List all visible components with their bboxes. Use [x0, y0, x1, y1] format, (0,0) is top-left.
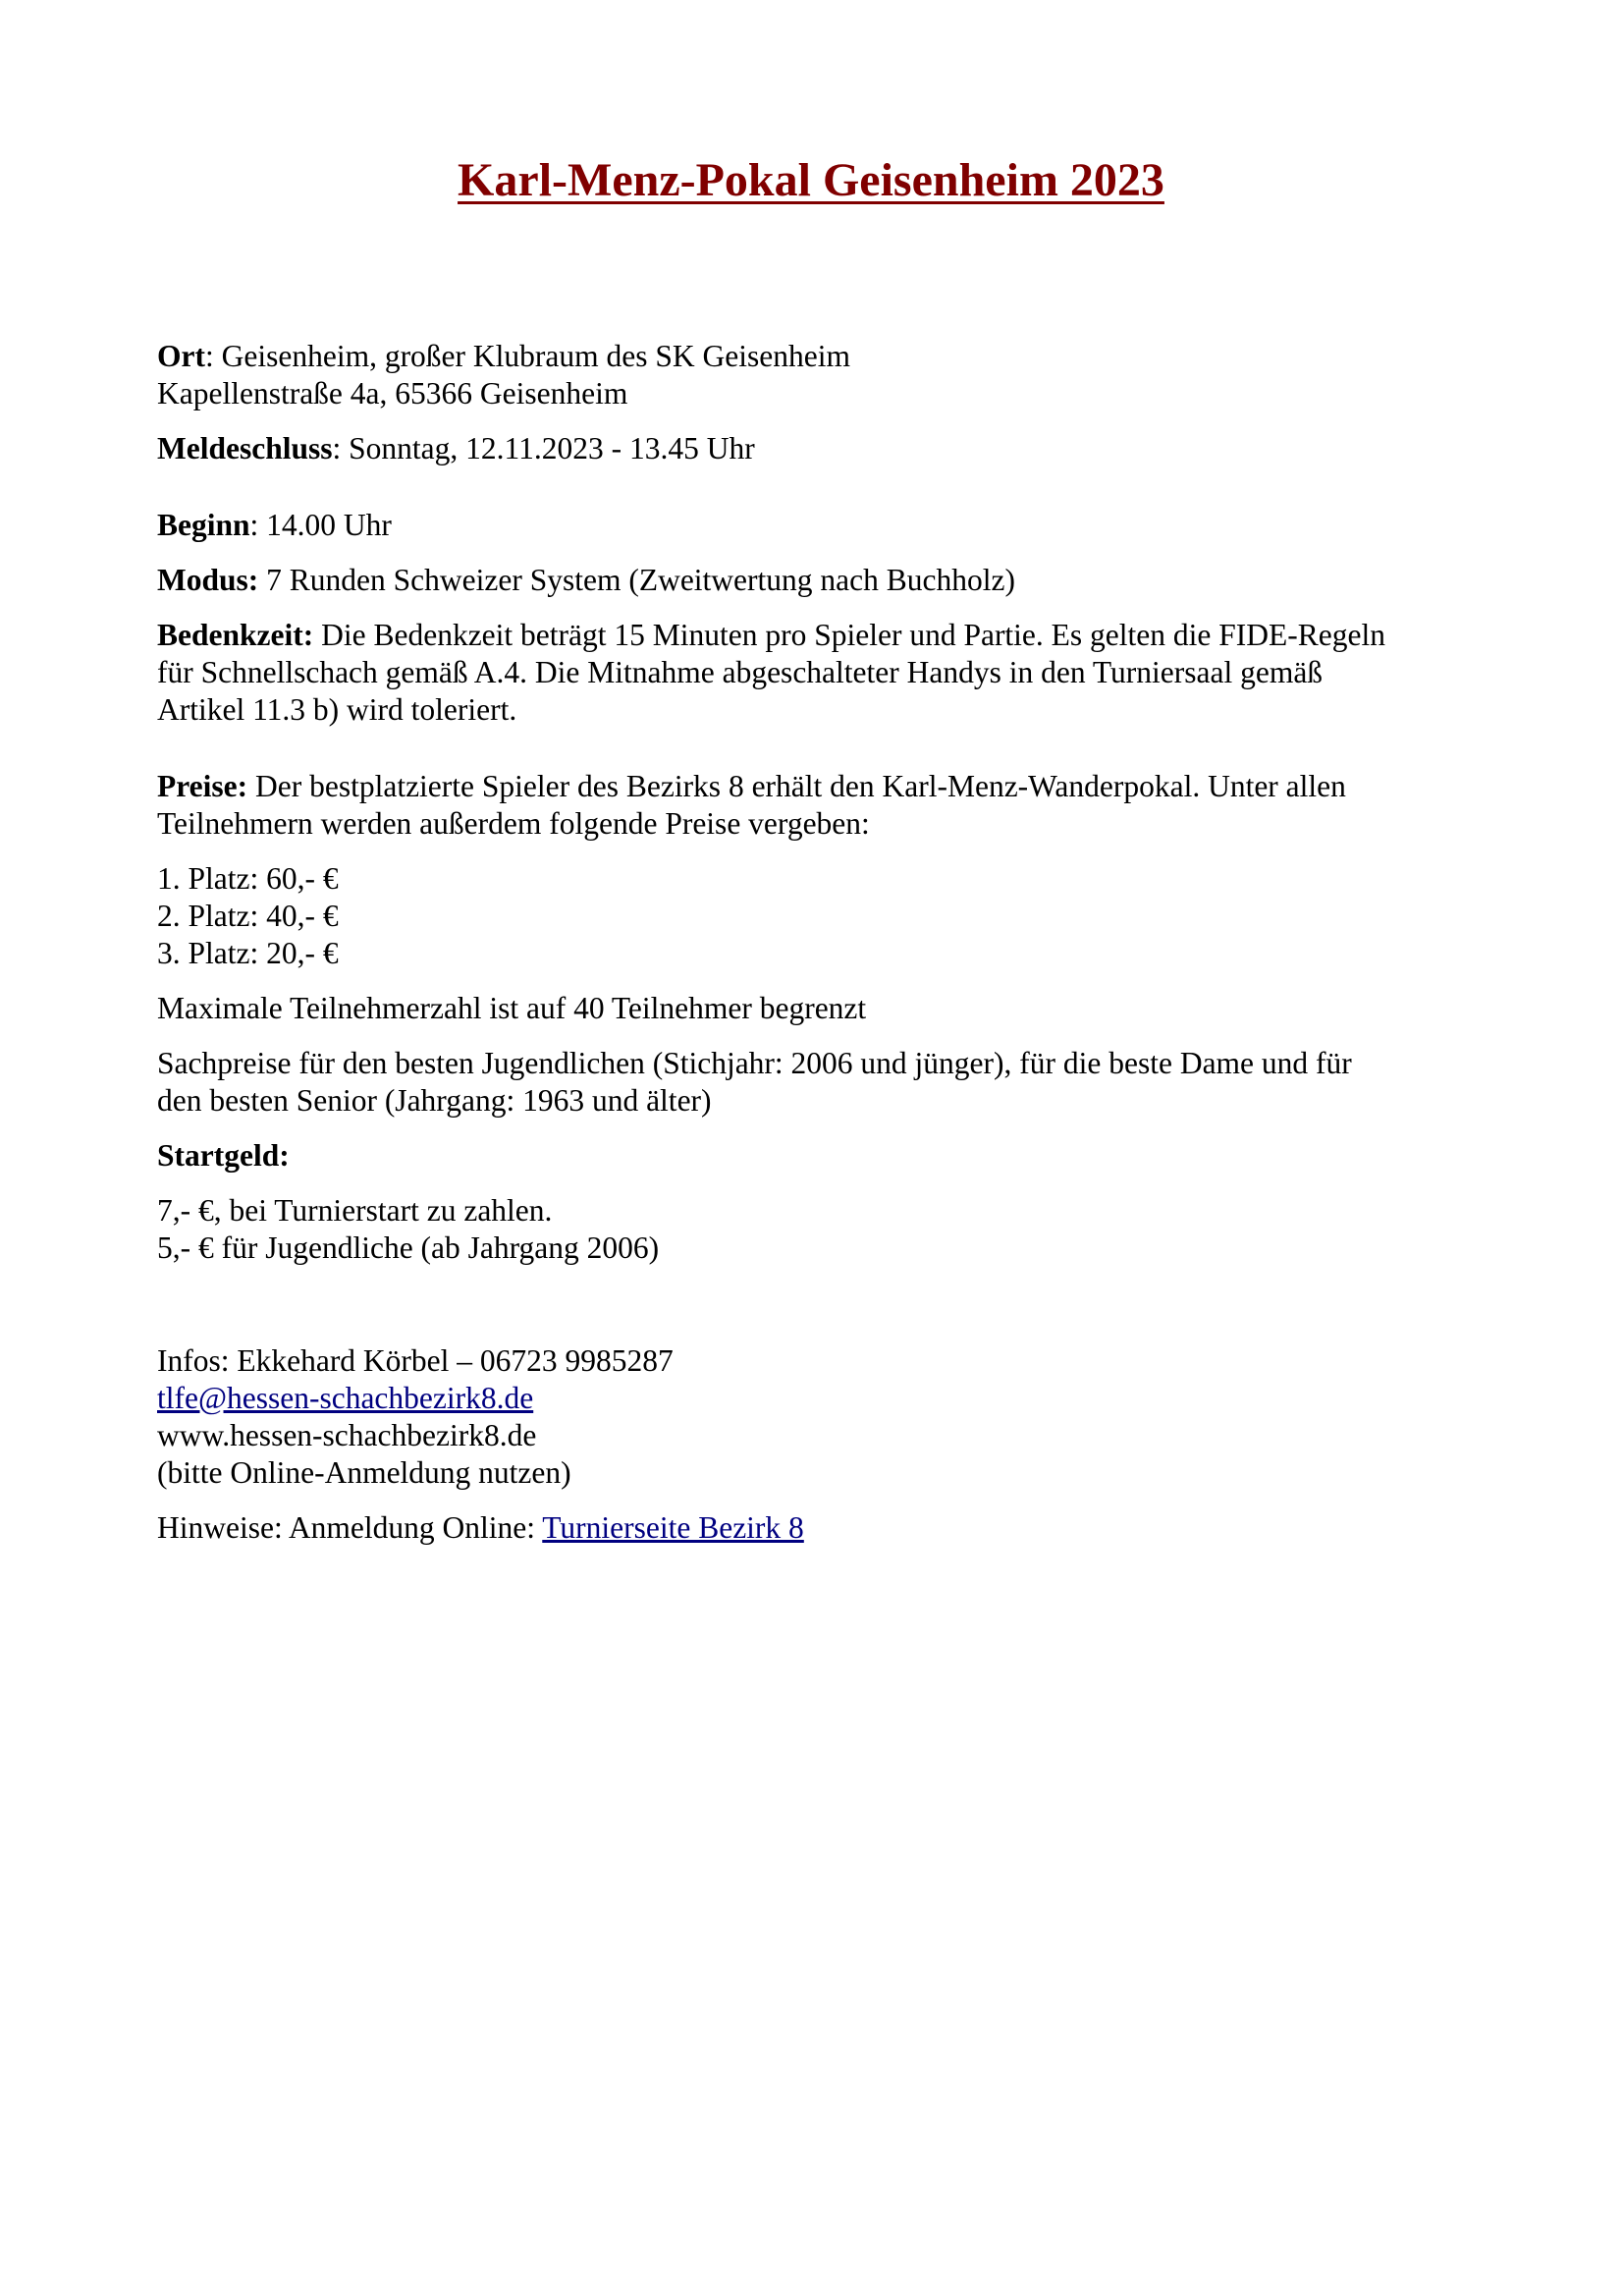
- email-link[interactable]: tlfe@hessen-schachbezirk8.de: [157, 1381, 534, 1415]
- hinweise-section: [157, 1509, 1492, 1547]
- max-participants: Maximale Teilnehmerzahl ist auf 40 Teilnehmer begrenzt: [157, 991, 867, 1025]
- prize-place-3: 3. Platz: 20,- €: [157, 936, 339, 970]
- modus-section: [157, 562, 1492, 599]
- sachpreise: [157, 1045, 1492, 1120]
- bedenkzeit-section: [157, 617, 1492, 729]
- website-text: www.hessen-schachbezirk8.de: [157, 1418, 537, 1452]
- preise-label: Preise:: [157, 769, 248, 803]
- page-title: Karl-Menz-Pokal Geisenheim 2023: [458, 154, 1164, 206]
- hinweise-label: Hinweise: Anmeldung Online:: [157, 1510, 543, 1545]
- modus-label: Modus:: [157, 563, 259, 597]
- bedenkzeit-line-3: Artikel 11.3 b) wird toleriert.: [157, 692, 517, 727]
- sachpreise-line-2: den besten Senior (Jahrgang: 1963 und älter): [157, 1083, 712, 1118]
- ort-value: : Geisenheim, großer Klubraum des SK Geisenheim: [204, 339, 850, 373]
- startgeld-line-1: 7,- €, bei Turnierstart zu zahlen.: [157, 1193, 553, 1228]
- ort-address: Kapellenstraße 4a, 65366 Geisenheim: [157, 376, 628, 410]
- meldeschluss-value: : Sonntag, 12.11.2023 - 13.45 Uhr: [332, 431, 755, 465]
- preise-line-1: Der bestplatzierte Spieler des Bezirks 8 erhält den Karl-Menz-Wanderpokal. Unter allen: [247, 769, 1346, 803]
- bedenkzeit-label: Bedenkzeit:: [157, 618, 314, 652]
- ort-label: Ort: [157, 339, 205, 373]
- preise-line-2: Teilnehmern werden außerdem folgende Preise vergeben:: [157, 806, 870, 841]
- startgeld-section: [157, 1192, 1492, 1267]
- turnierseite-link[interactable]: Turnierseite Bezirk 8: [542, 1510, 804, 1545]
- prize-list: [157, 860, 1492, 972]
- meldeschluss-section: [157, 430, 1492, 467]
- contact-info: Infos: Ekkehard Körbel – 06723 9985287: [157, 1343, 674, 1378]
- meldeschluss-label: Meldeschluss: [157, 431, 333, 465]
- infos-section: [157, 1342, 1492, 1492]
- prize-place-2: 2. Platz: 40,- €: [157, 899, 339, 933]
- startgeld-label: Startgeld:: [157, 1138, 290, 1173]
- bedenkzeit-line-1: Die Bedenkzeit beträgt 15 Minuten pro Spieler und Partie. Es gelten die FIDE-Regeln: [313, 618, 1385, 652]
- prize-place-1: 1. Platz: 60,- €: [157, 861, 339, 896]
- beginn-section: [157, 507, 1492, 544]
- startgeld-line-2: 5,- € für Jugendliche (ab Jahrgang 2006): [157, 1230, 660, 1265]
- beginn-value: : 14.00 Uhr: [249, 508, 392, 542]
- modus-value: 7 Runden Schweizer System (Zweitwertung nach Buchholz): [258, 563, 1015, 597]
- document-body: [157, 338, 1492, 1547]
- beginn-label: Beginn: [157, 508, 250, 542]
- bedenkzeit-line-2: für Schnellschach gemäß A.4. Die Mitnahme abgeschalteter Handys in den Turniersaal gemäß: [157, 655, 1324, 689]
- preise-section: [157, 768, 1492, 843]
- sachpreise-line-1: Sachpreise für den besten Jugendlichen (Stichjahr: 2006 und jünger), für die beste Dame und für: [157, 1046, 1352, 1080]
- ort-section: [157, 338, 1492, 412]
- online-note: (bitte Online-Anmeldung nutzen): [157, 1455, 571, 1490]
